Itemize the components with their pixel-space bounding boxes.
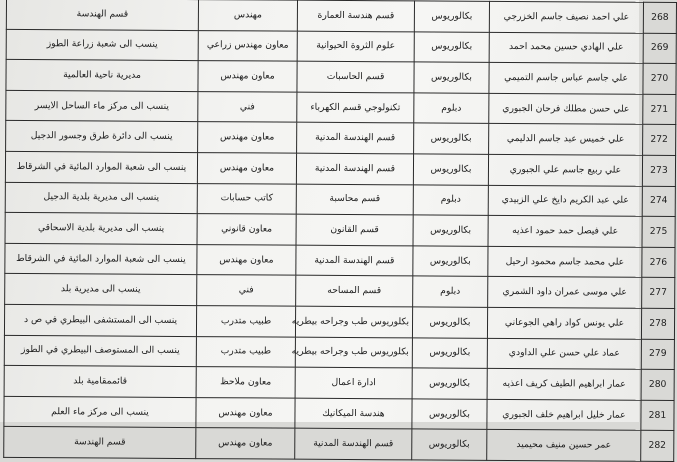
row-number: 268: [643, 2, 676, 33]
row-number: 279: [641, 339, 674, 370]
department-cell: قسم الهندسة المدنية: [296, 245, 413, 276]
table-row: [4, 396, 674, 431]
degree-cell: بكالوريوس: [414, 123, 489, 154]
workplace-cell: ينسب الى مديرية بلدية الاسحاقي: [5, 213, 197, 245]
row-number: 272: [643, 125, 676, 156]
workplace-cell: ينسب الى مركز ماء الساحل الايسر: [6, 90, 198, 122]
degree-cell: بكالوريوس: [412, 429, 487, 460]
employee-name: علي جاسم عباس جاسم التميمي: [489, 63, 643, 95]
department-cell: قسم هندسة العمارة: [297, 0, 414, 31]
row-number: 281: [641, 400, 674, 431]
table-row: [5, 243, 675, 278]
job-title-cell: فني: [198, 91, 297, 122]
employee-name: علي الهادي حسين محمد احمد: [489, 32, 643, 64]
workplace-cell: ينسب الى شعبة الموارد المائية في الشرقاط: [5, 151, 197, 183]
department-cell: علوم الثروة الحيوانية: [297, 31, 414, 62]
workplace-cell: ينسب الى مديرية بلد: [5, 274, 197, 306]
appointments-table: [3, 0, 677, 462]
department-cell: بكلوريوس طب وجراحه بيطريه: [295, 306, 412, 337]
workplace-cell: قائممقامية بلد: [4, 366, 196, 398]
department-cell: قسم الهندسة المدنية: [296, 153, 413, 184]
degree-cell: بكالوريوس: [413, 246, 488, 277]
workplace-cell: قسم الهندسة: [6, 0, 198, 30]
employee-name: علي يونس كواد راهي الجوعاني: [487, 307, 641, 339]
table-row: [4, 335, 674, 370]
job-title-cell: معاون قانوني: [197, 214, 296, 245]
employee-name: علي خميس عبد جاسم الدليمي: [489, 124, 643, 156]
table-row: [4, 427, 674, 462]
table-row: [4, 304, 674, 339]
row-number: 275: [642, 216, 675, 247]
employee-name: علي حسن مطلك فرحان الجبوري: [489, 93, 643, 125]
table-row: [6, 60, 676, 95]
table-row: [5, 182, 675, 217]
degree-cell: بكالوريوس: [412, 399, 487, 430]
department-cell: هندسة الميكانيك: [295, 398, 412, 429]
table-row: [6, 0, 676, 33]
department-cell: تكنولوجي قسم الكهرباء: [297, 92, 414, 123]
table-row: [5, 274, 675, 309]
job-title-cell: معاون مهندس: [196, 428, 295, 459]
row-number: 273: [642, 155, 675, 186]
row-number: 276: [642, 247, 675, 278]
row-number: 280: [641, 369, 674, 400]
department-cell: قسم المساحه: [296, 276, 413, 307]
row-number: 282: [641, 431, 674, 462]
job-title-cell: معاون مهندس: [198, 122, 297, 153]
employee-name: علي احمد نصيف جاسم الخزرجي: [489, 1, 643, 33]
workplace-cell: ينسب الى المستشفى البيطري في ص د: [4, 304, 196, 336]
department-cell: ادارة اعمال: [295, 367, 412, 398]
employee-name: علي فيصل حمد حمود اعذيه: [488, 216, 642, 248]
table-row: [4, 366, 674, 401]
degree-cell: بكالوريوس: [414, 62, 489, 93]
workplace-cell: قسم الهندسة: [4, 427, 196, 459]
department-cell: بكلوريوس طب وجراحه بيطريه: [295, 337, 412, 368]
workplace-cell: ينسب الى شعبة زراعة الطوز: [6, 29, 198, 61]
job-title-cell: معاون مهندس: [197, 153, 296, 184]
degree-cell: بكالوريوس: [413, 215, 488, 246]
degree-cell: بكالوريوس: [414, 31, 489, 62]
department-cell: قسم القانون: [296, 214, 413, 245]
employee-name: علي محمد جاسم محمود ارحيل: [488, 246, 642, 278]
row-number: 271: [643, 94, 676, 125]
workplace-cell: ينسب الى مركز ماء العلم: [4, 396, 196, 428]
job-title-cell: معاون مهندس: [197, 244, 296, 275]
department-cell: قسم الهندسة المدنية: [295, 428, 412, 459]
degree-cell: دبلوم: [413, 184, 488, 215]
table-row: [5, 213, 675, 248]
job-title-cell: طبيب متدرب: [196, 306, 295, 337]
job-title-cell: فني: [197, 275, 296, 306]
workplace-cell: ينسب الى المستوصف البيطري في الطوز: [4, 335, 196, 367]
job-title-cell: معاون مهندس زراعي: [198, 30, 297, 61]
row-number: 270: [643, 63, 676, 94]
row-number: 277: [642, 278, 675, 309]
degree-cell: بكالوريوس: [413, 154, 488, 185]
employee-name: عماد علي حسن علي الداودي: [487, 338, 641, 370]
employee-name: عمر حسين منيف محيميد: [487, 430, 641, 462]
workplace-cell: ينسب الى مديرية بلدية الدجيل: [5, 182, 197, 214]
degree-cell: بكالوريوس: [412, 337, 487, 368]
job-title-cell: معاون مهندس: [196, 397, 295, 428]
job-title-cell: كاتب حسابات: [197, 183, 296, 214]
table-row: [6, 121, 676, 156]
job-title-cell: طبيب متدرب: [196, 336, 295, 367]
employee-name: عمار ابراهيم الطيف كريف اعذيه: [487, 368, 641, 400]
row-number: 274: [642, 186, 675, 217]
employee-name: عمار خليل ابراهيم خلف الجبوري: [487, 399, 641, 431]
degree-cell: دبلوم: [413, 276, 488, 307]
workplace-cell: مديرية ناحية العالمية: [6, 60, 198, 92]
workplace-cell: ينسب الى دائرة طرق وجسور الدجيل: [6, 121, 198, 153]
degree-cell: دبلوم: [414, 93, 489, 124]
department-cell: قسم الحاسبات: [297, 61, 414, 92]
degree-cell: بكالوريوس: [412, 307, 487, 338]
employee-name: علي عبد الكريم دايخ علي الزبيدي: [488, 185, 642, 217]
table-row: [6, 29, 676, 64]
job-title-cell: معاون ملاحظ: [196, 367, 295, 398]
degree-cell: بكالوريوس: [414, 1, 489, 32]
degree-cell: بكالوريوس: [412, 368, 487, 399]
row-number: 269: [643, 33, 676, 64]
department-cell: قسم الهندسة المدنية: [297, 123, 414, 154]
department-cell: قسم محاسبة: [296, 184, 413, 215]
workplace-cell: ينسب الى شعبة الموارد المائية في الشرقاط: [5, 243, 197, 275]
employee-name: علي موسى عمران داود الشمري: [488, 277, 642, 309]
job-title-cell: معاون مهندس: [198, 61, 297, 92]
table-row: [6, 90, 676, 125]
row-number: 278: [641, 308, 674, 339]
employee-name: علي ربيع جاسم علي الجبوري: [488, 154, 642, 186]
table-row: [5, 151, 675, 186]
job-title-cell: مهندس: [198, 0, 297, 31]
table-body: [4, 0, 677, 461]
